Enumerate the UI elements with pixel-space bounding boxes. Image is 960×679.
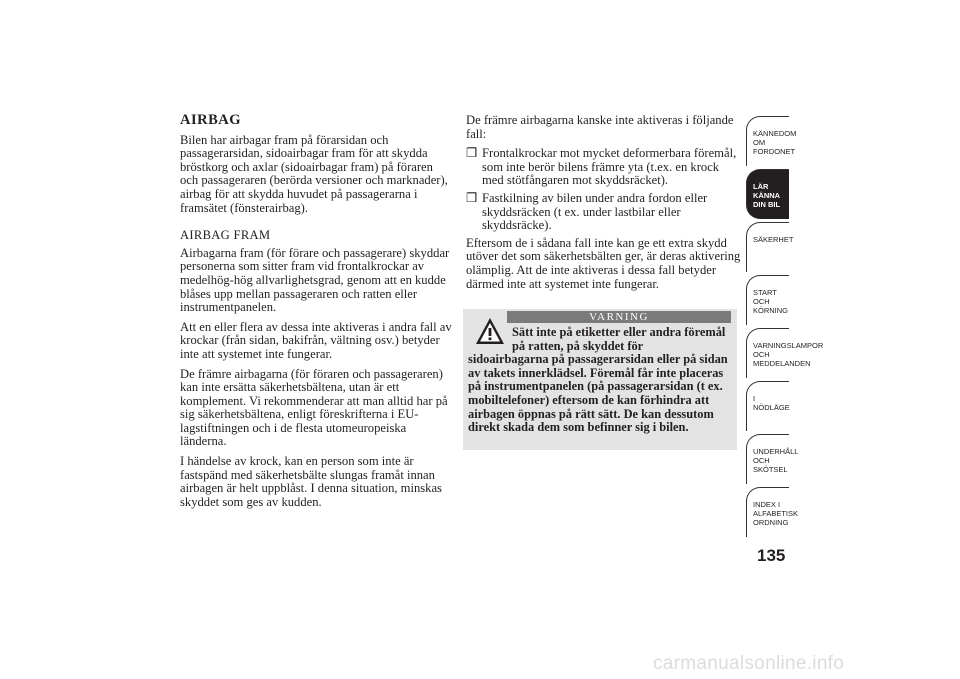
intro-paragraph: De främre airbagarna kanske inte aktiveras i följande fall: [466, 113, 734, 141]
paragraph: Att en eller flera av dessa inte aktiveras i andra fall av krockar (från sidan, bakifrån, vältning osv.) betyder inte att systemet inte fungerar. [180, 319, 452, 361]
bullet-text: Frontalkrockar mot mycket deformerbara föremål, som inte berör bilens främre yta (t.ex. en krock med stötfångaren mot skyddsräcket). [482, 146, 737, 188]
chapter-tabs [746, 116, 824, 540]
subsection-title: AIRBAG FRAM [180, 228, 271, 243]
bullet-item [466, 192, 742, 233]
bullet-text: Fastkilning av bilen under andra fordon eller skyddsräcken (t ex. under lastbilar eller skyddsräcke). [482, 190, 708, 233]
paragraph: De främre airbagarna (för föraren och passageraren) kan inte ersätta säkerhetsbältena, utan är ett komplement. Vi rekommenderar att man alltid har på sig säkerhetsbältena, enligt föreskrifterna i EU-lagstiftningen och i de flesta utomeuropeiska länderna. [180, 366, 448, 449]
tab-i-nodlage[interactable]: I NÖDLÄGE [746, 381, 789, 431]
checkbox-bullet-icon: ❒ [466, 190, 478, 205]
warning-label: VARNING [507, 311, 731, 323]
left-column [180, 114, 452, 515]
tab-sakerhet[interactable]: SÄKERHET [746, 222, 789, 272]
tab-index[interactable]: INDEX I ALFABETISK ORDNING [746, 487, 789, 537]
watermark-text: carmanualsonline.info [653, 653, 845, 674]
section-title: AIRBAG [180, 112, 242, 128]
right-column [466, 114, 742, 297]
warning-lead: Sätt inte på etiketter eller andra föremål på ratten, på skyddet för [512, 325, 726, 353]
tab-kannedom[interactable]: KÄNNEDOM OM FORDONET [746, 116, 789, 166]
warning-body: sidoairbagarna på passagerarsidan eller på sidan av takets innerklädsel. Föremål får inte placeras på instrumentpanelen (på passagerarsidan (t ex. mobiltelefoner) eftersom de kan förhindra att airbagen öppnas på rätt sätt. De kan dessutom direkt skada dem som befinner sig i bilen. [468, 352, 728, 435]
paragraph: Airbagarna fram (för förare och passagerare) skyddar personerna som sitter fram vid frontalkrockar av medelhög-hög allvarlighetsgrad, genom att en kudde blåses upp mellan passageraren och ratten eller instrumentpanelen. [180, 245, 450, 315]
tab-varningslampor[interactable]: VARNINGSLAMPOR OCH MEDDELANDEN [746, 328, 789, 378]
bullet-item [466, 147, 742, 188]
paragraph: Eftersom de i sådana fall inte kan ge ett extra skydd utöver det som säkerhetsbälten ger, är deras aktivering olämplig. Att de inte aktiveras i dessa fall betyder därmed inte att systemet inte fungerar. [466, 235, 741, 291]
tab-start-och-korning[interactable]: START OCH KÖRNING [746, 275, 789, 325]
warning-box [463, 309, 737, 450]
paragraph: I händelse av krock, kan en person som inte är fastspänd med säkerhetsbälte slungas framåt innan airbagen är helt uppblåst. I denna situation, minskas skyddet som ges av kudden. [180, 454, 442, 509]
page-number: 135 [757, 546, 786, 565]
warning-text [468, 326, 732, 435]
tab-lar-kanna-din-bil[interactable]: LÄR KÄNNA DIN BIL [746, 169, 789, 219]
tab-underhall[interactable]: UNDERHÅLL OCH SKÖTSEL [746, 434, 789, 484]
checkbox-bullet-icon: ❒ [466, 146, 478, 161]
intro-paragraph: Bilen har airbagar fram på förarsidan och passagerarsidan, sidoairbagar fram för att skydda bröstkorg och axlar (sidoairbagar fram) på föraren och passageraren (berörda versioner och marknader), airbag för att skydda huvudet på passagerarna i framsätet (fönsterairbag). [180, 132, 448, 215]
